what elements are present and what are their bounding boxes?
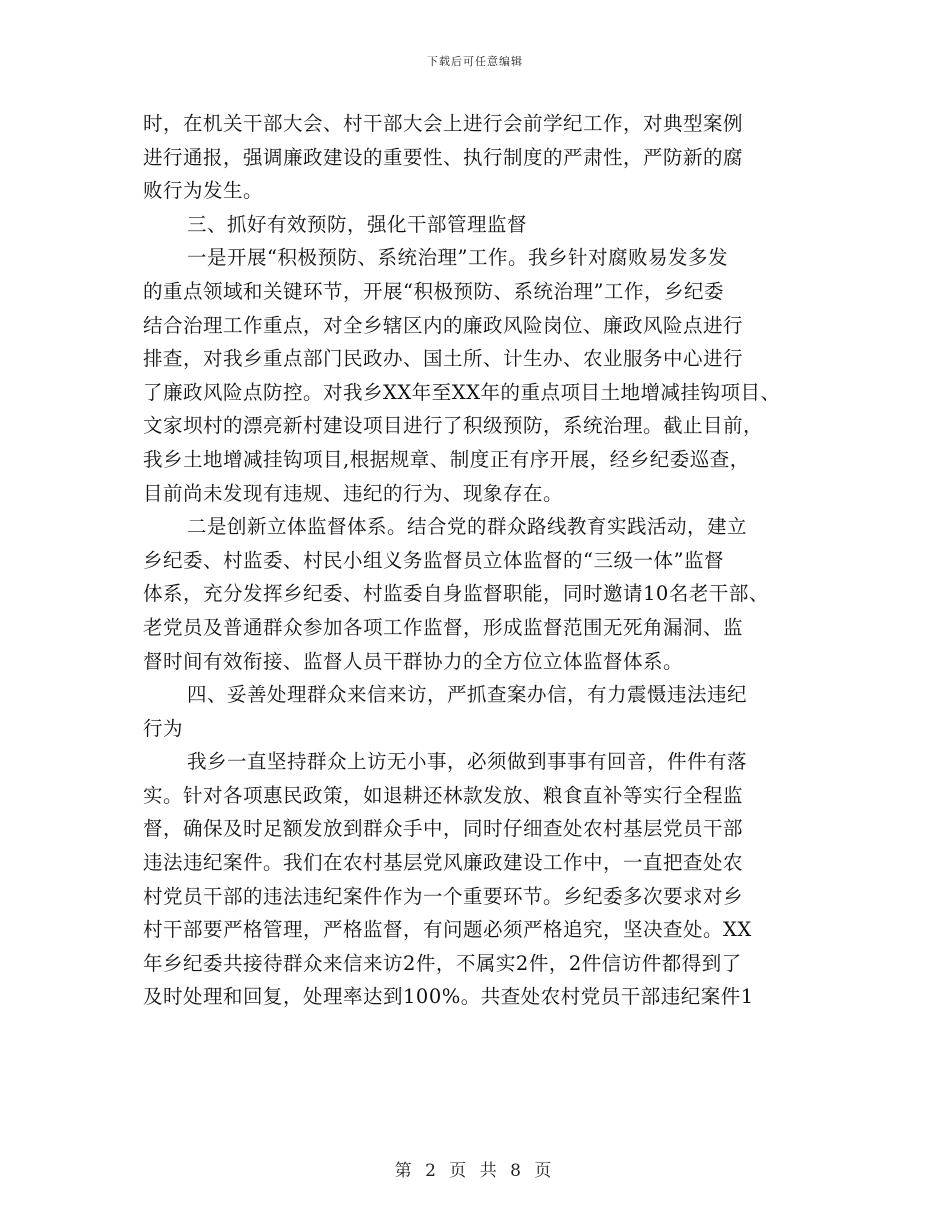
page-header: 下载后可任意编辑 <box>427 55 523 68</box>
text-line: 三、抓好有效预防，强化干部管理监督 <box>187 212 528 236</box>
text-line: 村党员干部的违法违纪案件作为一个重要环节。乡纪委多次要求对乡 <box>143 884 744 908</box>
text-line: 败行为发生。 <box>143 179 264 203</box>
text-line: 了廉政风险点防控。对我乡XX年至XX年的重点项目土地增减挂钩项目、 <box>143 380 781 404</box>
text-line: 督时间有效衔接、监督人员干群协力的全方位立体监督体系。 <box>143 649 684 673</box>
text-line: 四、妥善处理群众来信来访，严抓查案办信，有力震慑违法违纪 <box>187 683 748 707</box>
text-line: 违法违纪案件。我们在农村基层党风廉政建设工作中，一直把查处农 <box>143 851 744 875</box>
text-line: 结合治理工作重点，对全乡辖区内的廉政风险岗位、廉政风险点进行 <box>143 313 744 337</box>
text-line: 行为 <box>143 716 184 740</box>
text-line: 老党员及普通群众参加各项工作监督，形成监督范围无死角漏洞、监 <box>143 615 744 639</box>
text-line: 文家坝村的漂亮新村建设项目进行了积级预防，系统治理。截止目前， <box>143 414 764 438</box>
text-line: 目前尚未发现有违规、违纪的行为、现象存在。 <box>143 481 564 505</box>
text-line: 进行通报，强调廉政建设的重要性、执行制度的严肃性，严防新的腐 <box>143 145 744 169</box>
text-line: 我乡一直坚持群众上访无小事，必须做到事事有回音，件件有落 <box>187 750 748 774</box>
text-line: 排查，对我乡重点部门民政办、国土所、计生办、农业服务中心进行 <box>143 347 744 371</box>
text-line: 及时处理和回复，处理率达到100%。共查处农村党员干部违纪案件1 <box>143 985 754 1009</box>
document-body <box>143 107 843 1014</box>
text-line: 一是开展“积极预防、系统治理”工作。我乡针对腐败易发多发 <box>187 246 728 270</box>
text-line: 村干部要严格管理，严格监督，有问题必须严格追究，坚决查处。XX <box>143 918 752 942</box>
text-line: 年乡纪委共接待群众来信来访2件，不属实2件，2件信访件都得到了 <box>143 951 742 975</box>
text-line: 的重点领域和关键环节，开展“积极预防、系统治理”工作，乡纪委 <box>143 279 724 303</box>
text-line: 我乡土地增减挂钩项目,根据规章、制度正有序开展，经乡纪委巡查， <box>143 447 750 471</box>
text-line: 二是创新立体监督体系。结合党的群众路线教育实践活动，建立 <box>187 515 748 539</box>
text-line: 时，在机关干部大会、村干部大会上进行会前学纪工作，对典型案例 <box>143 112 744 135</box>
page-footer: 第 2 页 共 8 页 <box>394 1161 556 1181</box>
text-line: 实。针对各项惠民政策，如退耕还林款发放、粮食直补等实行全程监 <box>143 783 744 807</box>
text-line: 乡纪委、村监委、村民小组义务监督员立体监督的“三级一体”监督 <box>143 548 724 572</box>
text-line: 督，确保及时足额发放到群众手中，同时仔细查处农村基层党员干部 <box>143 817 744 841</box>
text-line: 体系，充分发挥乡纪委、村监委自身监督职能，同时邀请10名老干部、 <box>143 582 769 606</box>
